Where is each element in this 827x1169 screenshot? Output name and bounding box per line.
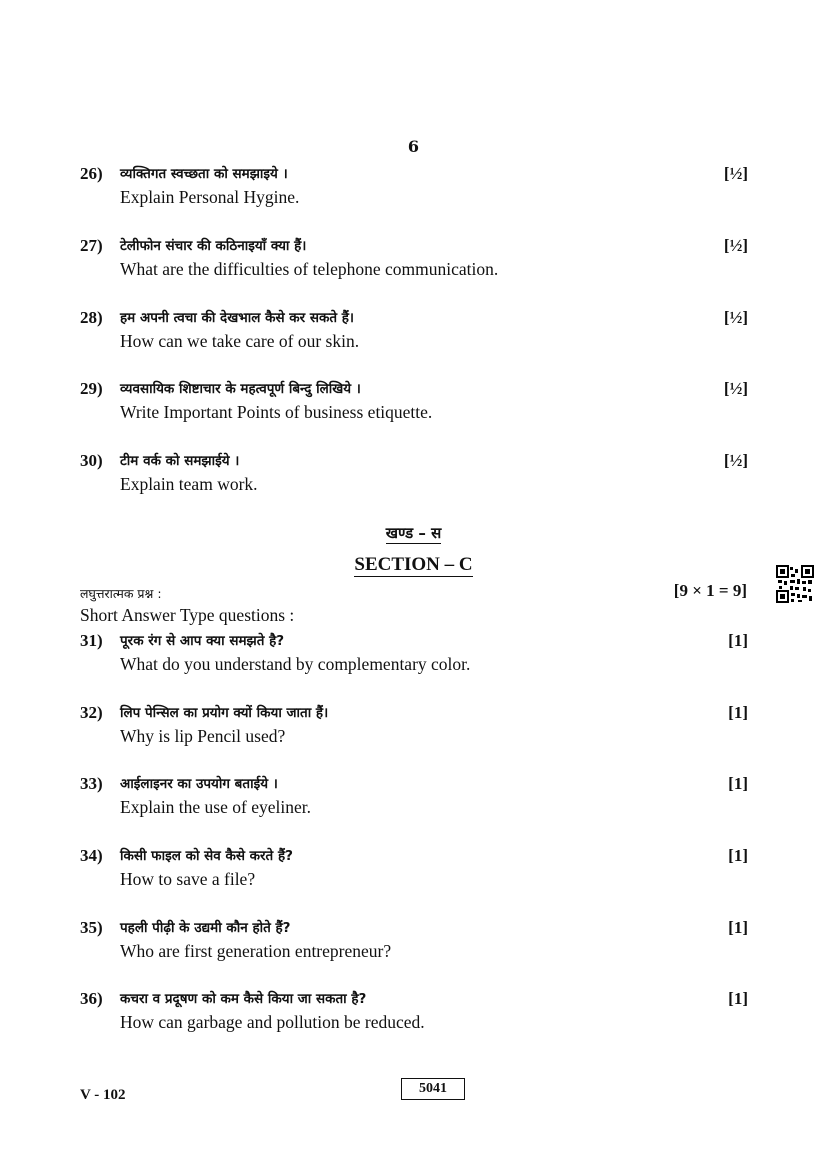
question-number: 34) xyxy=(80,846,103,865)
question-english: Explain Personal Hygine. xyxy=(120,187,300,207)
question-hindi: आईलाइनर का उपयोग बताईये । xyxy=(120,776,278,792)
question-marks: [½] xyxy=(723,164,748,183)
paper-code: V - 102 xyxy=(80,1087,126,1103)
question-36 xyxy=(80,988,748,1034)
section-title-english: SECTION – C xyxy=(354,554,473,575)
question-35 xyxy=(80,917,748,963)
question-hindi: पहली पीढ़ी के उद्यमी कौन होते हैं? xyxy=(120,920,291,936)
question-hindi: कचरा व प्रदूषण को कम कैसे किया जा सकता है? xyxy=(120,991,367,1007)
section-title-hindi: खण्ड – स xyxy=(385,524,442,542)
question-marks: [1] xyxy=(728,989,748,1008)
question-english: How can garbage and pollution be reduced. xyxy=(120,1012,425,1032)
question-34 xyxy=(80,845,748,891)
subheading-english: Short Answer Type questions : xyxy=(80,605,295,625)
question-28 xyxy=(80,307,748,353)
section-total-marks: [9 × 1 = 9] xyxy=(673,581,747,600)
question-marks: [1] xyxy=(728,774,748,793)
question-number: 27) xyxy=(80,236,103,255)
question-marks: [½] xyxy=(723,451,748,470)
question-hindi: टीम वर्क को समझाईये । xyxy=(120,453,240,469)
qr-code-icon xyxy=(776,565,814,603)
question-27 xyxy=(80,235,748,281)
question-english: Write Important Points of business etiquette. xyxy=(120,402,433,422)
question-number: 36) xyxy=(80,989,103,1008)
question-33 xyxy=(80,773,748,819)
question-29 xyxy=(80,378,748,424)
subheading-hindi: लघुत्तरात्मक प्रश्न : xyxy=(80,586,162,601)
question-english: Explain the use of eyeliner. xyxy=(120,797,311,817)
question-32 xyxy=(80,702,748,748)
question-marks: [1] xyxy=(728,918,748,937)
question-hindi: लिप पेन्सिल का प्रयोग क्यों किया जाता हैं। xyxy=(120,705,329,721)
question-number: 29) xyxy=(80,379,103,398)
question-hindi: पूरक रंग से आप क्या समझते है? xyxy=(120,633,285,649)
question-english: Why is lip Pencil used? xyxy=(120,726,286,746)
question-marks: [½] xyxy=(723,308,748,327)
question-number: 31) xyxy=(80,631,103,650)
question-hindi: व्यक्तिगत स्वच्छता को समझाइये । xyxy=(120,166,288,182)
question-number: 28) xyxy=(80,308,103,327)
question-26 xyxy=(80,163,748,209)
page-code-box: 5041 xyxy=(401,1078,465,1100)
question-marks: [1] xyxy=(728,631,748,650)
question-english: What are the difficulties of telephone communication. xyxy=(120,259,499,279)
question-english: How to save a file? xyxy=(120,869,256,889)
question-english: Who are first generation entrepreneur? xyxy=(120,941,392,961)
question-marks: [1] xyxy=(728,846,748,865)
question-number: 35) xyxy=(80,918,103,937)
question-english: What do you understand by complementary color. xyxy=(120,654,471,674)
question-marks: [1] xyxy=(728,703,748,722)
question-number: 33) xyxy=(80,774,103,793)
question-number: 26) xyxy=(80,164,103,183)
page-number: 6 xyxy=(407,137,420,156)
question-marks: [½] xyxy=(723,379,748,398)
question-hindi: टेलीफोन संचार की कठिनाइयाँ क्या हैं। xyxy=(120,238,307,254)
question-31 xyxy=(80,630,748,676)
question-hindi: किसी फाइल को सेव कैसे करते हैं? xyxy=(120,848,293,864)
question-number: 30) xyxy=(80,451,103,470)
question-english: Explain team work. xyxy=(120,474,258,494)
question-marks: [½] xyxy=(723,236,748,255)
question-hindi: हम अपनी त्वचा की देखभाल कैसे कर सकते हैं। xyxy=(120,310,355,326)
question-30 xyxy=(80,450,748,496)
question-english: How can we take care of our skin. xyxy=(120,331,360,351)
question-number: 32) xyxy=(80,703,103,722)
question-hindi: व्यवसायिक शिष्टाचार के महत्वपूर्ण बिन्दु लिखिये । xyxy=(120,381,361,397)
